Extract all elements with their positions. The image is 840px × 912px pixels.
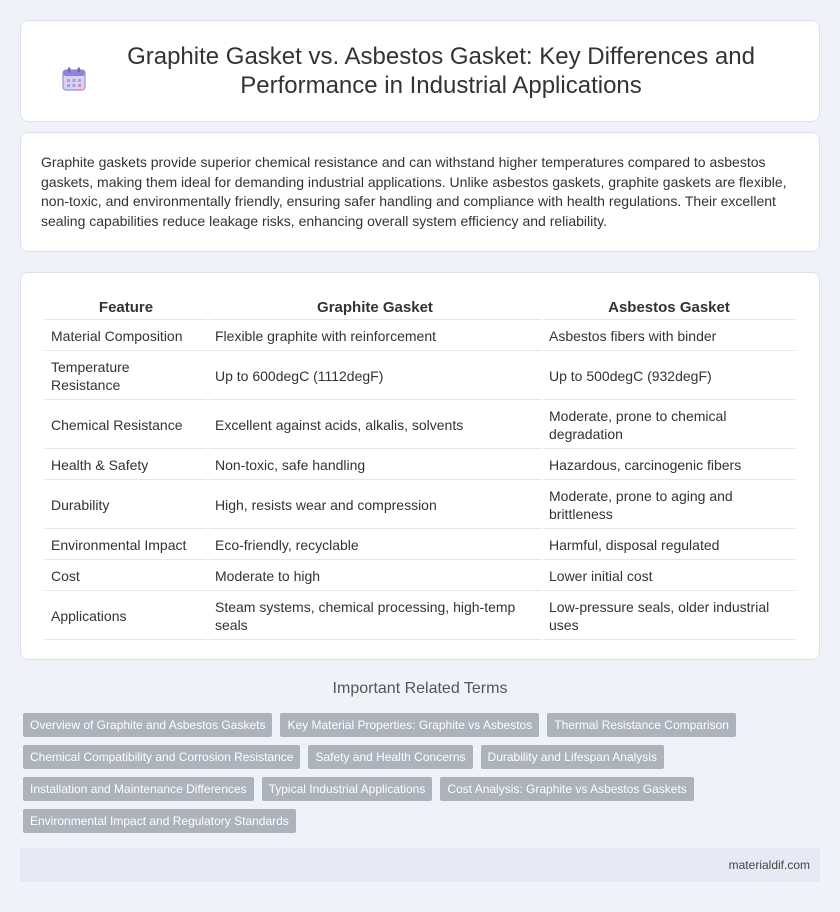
cell-graphite: Up to 600degC (1112degF) <box>209 353 541 400</box>
related-term-tag[interactable]: Cost Analysis: Graphite vs Asbestos Gaskets <box>440 777 693 801</box>
related-terms-list <box>23 713 823 833</box>
table-row <box>45 402 795 449</box>
related-term-tag[interactable]: Durability and Lifespan Analysis <box>481 745 664 769</box>
related-term-tag[interactable]: Environmental Impact and Regulatory Standards <box>23 809 296 833</box>
header-asbestos: Asbestos Gasket <box>543 295 795 320</box>
cell-graphite: Moderate to high <box>209 562 541 591</box>
cell-asbestos: Moderate, prone to aging and brittleness <box>543 482 795 529</box>
related-term-tag[interactable]: Safety and Health Concerns <box>308 745 472 769</box>
cell-asbestos: Asbestos fibers with binder <box>543 322 795 351</box>
cell-asbestos: Up to 500degC (932degF) <box>543 353 795 400</box>
footer <box>20 848 820 882</box>
table-row <box>45 353 795 400</box>
header-feature: Feature <box>45 295 207 320</box>
cell-asbestos: Hazardous, carcinogenic fibers <box>543 451 795 480</box>
cell-feature: Environmental Impact <box>45 531 207 560</box>
related-term-tag[interactable]: Key Material Properties: Graphite vs Asbestos <box>280 713 539 737</box>
table-header-row <box>45 295 795 320</box>
table-row <box>45 531 795 560</box>
related-terms-title: Important Related Terms <box>332 680 508 697</box>
cell-graphite: Flexible graphite with reinforcement <box>209 322 541 351</box>
cell-asbestos: Harmful, disposal regulated <box>543 531 795 560</box>
related-term-tag[interactable]: Thermal Resistance Comparison <box>547 713 736 737</box>
related-term-tag[interactable]: Typical Industrial Applications <box>262 777 433 801</box>
intro-card <box>20 132 820 252</box>
table-row <box>45 562 795 591</box>
related-term-tag[interactable]: Chemical Compatibility and Corrosion Resistance <box>23 745 300 769</box>
cell-feature: Health & Safety <box>45 451 207 480</box>
cell-graphite: Steam systems, chemical processing, high-temp seals <box>209 593 541 640</box>
cell-feature: Applications <box>45 593 207 640</box>
cell-graphite: Non-toxic, safe handling <box>209 451 541 480</box>
table-row <box>45 451 795 480</box>
cell-graphite: Excellent against acids, alkalis, solvents <box>209 402 541 449</box>
cell-feature: Temperature Resistance <box>45 353 207 400</box>
cell-graphite: Eco-friendly, recyclable <box>209 531 541 560</box>
header-graphite: Graphite Gasket <box>209 295 541 320</box>
calendar-icon <box>61 66 87 92</box>
intro-paragraph: Graphite gaskets provide superior chemical resistance and can withstand higher temperatures compared to asbestos gaskets, making them ideal for demanding industrial applications. Unlike asbestos gaskets, graphite gaskets are flexible, non-toxic, and environmentally friendly, ensuring safer handling and compliance with health regulations. Their excellent sealing capabilities reduce leakage risks, enhancing overall system efficiency and reliability. <box>41 154 787 229</box>
comparison-table <box>43 293 797 642</box>
table-row <box>45 482 795 529</box>
cell-asbestos: Lower initial cost <box>543 562 795 591</box>
footer-site-name[interactable]: materialdif.com <box>728 858 810 872</box>
related-term-tag[interactable]: Installation and Maintenance Differences <box>23 777 254 801</box>
title-wrap <box>21 42 819 100</box>
comparison-table-card <box>20 272 820 660</box>
cell-asbestos: Moderate, prone to chemical degradation <box>543 402 795 449</box>
title-card <box>20 20 820 122</box>
related-term-tag[interactable]: Overview of Graphite and Asbestos Gaskets <box>23 713 272 737</box>
cell-asbestos: Low-pressure seals, older industrial uses <box>543 593 795 640</box>
cell-feature: Material Composition <box>45 322 207 351</box>
cell-feature: Cost <box>45 562 207 591</box>
page-title: Graphite Gasket vs. Asbestos Gasket: Key Differences and Performance in Industrial Applications <box>127 43 755 99</box>
cell-feature: Chemical Resistance <box>45 402 207 449</box>
cell-feature: Durability <box>45 482 207 529</box>
table-row <box>45 593 795 640</box>
cell-graphite: High, resists wear and compression <box>209 482 541 529</box>
table-row <box>45 322 795 351</box>
